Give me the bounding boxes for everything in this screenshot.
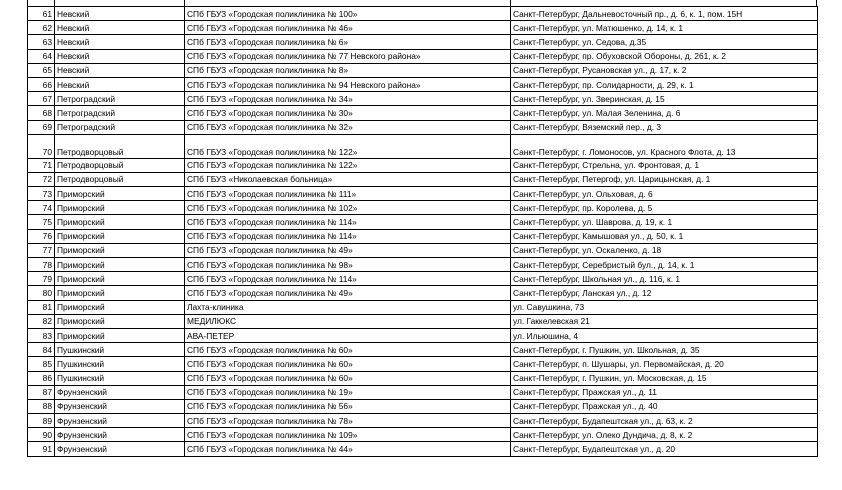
address-cell: Санкт-Петербург, ул. Шаврова, д. 19, к. 1 xyxy=(511,215,818,229)
row-number-cell: 88 xyxy=(28,399,55,413)
organization-cell: СПб ГБУЗ «Городская поликлиника № 98» xyxy=(185,258,511,272)
table-row xyxy=(28,442,818,456)
district-cell: Приморский xyxy=(55,314,185,328)
table-row xyxy=(28,120,818,134)
table-row xyxy=(28,357,818,371)
row-number-cell: 80 xyxy=(28,286,55,300)
table-row xyxy=(28,243,818,257)
district-cell: Приморский xyxy=(55,286,185,300)
table-row xyxy=(28,77,818,91)
table-row xyxy=(28,92,818,106)
organization-cell: СПб ГБУЗ «Городская поликлиника № 109» xyxy=(185,428,511,442)
address-cell: Санкт-Петербург, Серебристый бул., д. 14, к. 1 xyxy=(511,258,818,272)
address-cell: Санкт-Петербург, ул. Седова, д.35 xyxy=(511,35,818,49)
organization-cell: СПб ГБУЗ «Городская поликлиника № 114» xyxy=(185,215,511,229)
table-row xyxy=(28,314,818,328)
district-cell: Невский xyxy=(55,49,185,63)
clinic-table xyxy=(27,6,818,457)
table-row xyxy=(28,385,818,399)
address-cell: Санкт-Петербург, Пражская ул., д. 40 xyxy=(511,399,818,413)
district-cell: Невский xyxy=(55,63,185,77)
district-cell: Фрунзенский xyxy=(55,385,185,399)
table-row xyxy=(28,35,818,49)
row-number-cell: 63 xyxy=(28,35,55,49)
address-cell: Санкт-Петербург, г. Пушкин, ул. Школьная, д. 35 xyxy=(511,343,818,357)
table-row xyxy=(28,187,818,201)
table-row xyxy=(28,286,818,300)
organization-cell: СПб ГБУЗ «Городская поликлиника № 100» xyxy=(185,7,511,21)
address-cell: Санкт-Петербург, Петергоф, ул. Царицынская, д. 1 xyxy=(511,172,818,186)
district-cell: Петроградский xyxy=(55,92,185,106)
row-number-cell: 76 xyxy=(28,229,55,243)
organization-cell: СПб ГБУЗ «Городская поликлиника № 60» xyxy=(185,371,511,385)
table-row xyxy=(28,371,818,385)
district-cell: Петродворцовый xyxy=(55,158,185,172)
district-cell: Приморский xyxy=(55,187,185,201)
organization-cell: СПб ГБУЗ «Городская поликлиника № 32» xyxy=(185,120,511,134)
address-cell: Санкт-Петербург, ул. Олеко Дундича, д. 8, к. 2 xyxy=(511,428,818,442)
district-cell: Приморский xyxy=(55,201,185,215)
address-cell: Санкт-Петербург, ул. Матюшенко, д. 14, к. 1 xyxy=(511,21,818,35)
organization-cell: СПб ГБУЗ «Николаевская больница» xyxy=(185,172,511,186)
row-number-cell: 68 xyxy=(28,106,55,120)
address-cell: Санкт-Петербург, Будапештская ул., д. 63, к. 2 xyxy=(511,414,818,428)
table-row xyxy=(28,201,818,215)
row-number-cell: 84 xyxy=(28,343,55,357)
row-number-cell: 90 xyxy=(28,428,55,442)
district-cell: Приморский xyxy=(55,215,185,229)
table-row xyxy=(28,328,818,342)
address-cell: Санкт-Петербург, г. Ломоносов, ул. Красного Флота, д. 13 xyxy=(511,134,818,158)
organization-cell: СПб ГБУЗ «Городская поликлиника № 77 Невского района» xyxy=(185,49,511,63)
table-row xyxy=(28,428,818,442)
row-number-cell: 75 xyxy=(28,215,55,229)
district-cell: Невский xyxy=(55,35,185,49)
address-cell: Санкт-Петербург, Вяземский пер., д. 3 xyxy=(511,120,818,134)
organization-cell: СПб ГБУЗ «Городская поликлиника № 8» xyxy=(185,63,511,77)
table-row xyxy=(28,49,818,63)
district-cell: Фрунзенский xyxy=(55,399,185,413)
organization-cell: СПб ГБУЗ «Городская поликлиника № 49» xyxy=(185,286,511,300)
organization-cell: Лахта-клиника xyxy=(185,300,511,314)
address-cell: Санкт-Петербург, Школьная ул., д. 116, к. 1 xyxy=(511,272,818,286)
district-cell: Петроградский xyxy=(55,106,185,120)
district-cell: Фрунзенский xyxy=(55,442,185,456)
row-number-cell: 72 xyxy=(28,172,55,186)
address-cell: Санкт-Петербург, ул. Малая Зеленина, д. 6 xyxy=(511,106,818,120)
organization-cell: СПб ГБУЗ «Городская поликлиника № 56» xyxy=(185,399,511,413)
row-number-cell: 89 xyxy=(28,414,55,428)
row-number-cell: 82 xyxy=(28,314,55,328)
row-number-cell: 73 xyxy=(28,187,55,201)
table-row xyxy=(28,172,818,186)
organization-cell: СПб ГБУЗ «Городская поликлиника № 94 Невского района» xyxy=(185,77,511,91)
organization-cell: СПб ГБУЗ «Городская поликлиника № 19» xyxy=(185,385,511,399)
district-cell: Приморский xyxy=(55,300,185,314)
address-cell: Санкт-Петербург, ул. Ольховая, д. 6 xyxy=(511,187,818,201)
district-cell: Приморский xyxy=(55,272,185,286)
row-number-cell: 78 xyxy=(28,258,55,272)
organization-cell: СПб ГБУЗ «Городская поликлиника № 49» xyxy=(185,243,511,257)
row-number-cell: 66 xyxy=(28,77,55,91)
table-row xyxy=(28,229,818,243)
row-number-cell: 77 xyxy=(28,243,55,257)
address-cell: Санкт-Петербург, п. Шушары, ул. Первомайская, д. 20 xyxy=(511,357,818,371)
address-cell: Санкт-Петербург, пр. Королева, д. 5 xyxy=(511,201,818,215)
row-number-cell: 85 xyxy=(28,357,55,371)
address-cell: ул. Гаккелевская 21 xyxy=(511,314,818,328)
organization-cell: СПб ГБУЗ «Городская поликлиника № 122» xyxy=(185,134,511,158)
district-cell: Фрунзенский xyxy=(55,414,185,428)
address-cell: ул. Ильюшина, 4 xyxy=(511,328,818,342)
table-row xyxy=(28,21,818,35)
district-cell: Невский xyxy=(55,7,185,21)
address-cell: ул. Савушкина, 73 xyxy=(511,300,818,314)
district-cell: Приморский xyxy=(55,243,185,257)
row-number-cell: 69 xyxy=(28,120,55,134)
row-number-cell: 64 xyxy=(28,49,55,63)
address-cell: Санкт-Петербург, Ланская ул., д. 12 xyxy=(511,286,818,300)
district-cell: Приморский xyxy=(55,229,185,243)
row-number-cell: 61 xyxy=(28,7,55,21)
organization-cell: СПб ГБУЗ «Городская поликлиника № 111» xyxy=(185,187,511,201)
clinic-table-body xyxy=(28,7,818,457)
organization-cell: СПб ГБУЗ «Городская поликлиника № 46» xyxy=(185,21,511,35)
row-number-cell: 83 xyxy=(28,328,55,342)
table-row xyxy=(28,7,818,21)
clinic-table-sheet xyxy=(27,6,817,457)
organization-cell: СПб ГБУЗ «Городская поликлиника № 30» xyxy=(185,106,511,120)
district-cell: Фрунзенский xyxy=(55,428,185,442)
district-cell: Пушкинский xyxy=(55,357,185,371)
row-number-cell: 67 xyxy=(28,92,55,106)
organization-cell: СПб ГБУЗ «Городская поликлиника № 114» xyxy=(185,229,511,243)
organization-cell: СПб ГБУЗ «Городская поликлиника № 60» xyxy=(185,357,511,371)
district-cell: Невский xyxy=(55,77,185,91)
table-row xyxy=(28,414,818,428)
address-cell: Санкт-Петербург, Будапештская ул., д. 20 xyxy=(511,442,818,456)
district-cell: Петродворцовый xyxy=(55,134,185,158)
district-cell: Приморский xyxy=(55,258,185,272)
table-row xyxy=(28,272,818,286)
row-number-cell: 62 xyxy=(28,21,55,35)
district-cell: Петроградский xyxy=(55,120,185,134)
district-cell: Невский xyxy=(55,21,185,35)
organization-cell: СПб ГБУЗ «Городская поликлиника № 78» xyxy=(185,414,511,428)
address-cell: Санкт-Петербург, г. Пушкин, ул. Московская, д. 15 xyxy=(511,371,818,385)
row-number-cell: 79 xyxy=(28,272,55,286)
table-row xyxy=(28,343,818,357)
district-cell: Пушкинский xyxy=(55,343,185,357)
table-row xyxy=(28,63,818,77)
table-row xyxy=(28,258,818,272)
row-number-cell: 71 xyxy=(28,158,55,172)
row-number-cell: 87 xyxy=(28,385,55,399)
organization-cell: АВА-ПЕТЕР xyxy=(185,328,511,342)
table-row xyxy=(28,399,818,413)
organization-cell: СПб ГБУЗ «Городская поликлиника № 122» xyxy=(185,158,511,172)
district-cell: Приморский xyxy=(55,328,185,342)
organization-cell: СПб ГБУЗ «Городская поликлиника № 44» xyxy=(185,442,511,456)
table-row xyxy=(28,106,818,120)
row-number-cell: 74 xyxy=(28,201,55,215)
organization-cell: СПб ГБУЗ «Городская поликлиника № 102» xyxy=(185,201,511,215)
table-row xyxy=(28,158,818,172)
address-cell: Санкт-Петербург, ул. Оскаленко, д. 18 xyxy=(511,243,818,257)
district-cell: Петродворцовый xyxy=(55,172,185,186)
organization-cell: СПб ГБУЗ «Городская поликлиника № 114» xyxy=(185,272,511,286)
row-number-cell: 70 xyxy=(28,134,55,158)
table-row xyxy=(28,215,818,229)
row-number-cell: 86 xyxy=(28,371,55,385)
address-cell: Санкт-Петербург, Стрельна, ул. Фронтовая, д. 1 xyxy=(511,158,818,172)
organization-cell: МЕДИЛЮКС xyxy=(185,314,511,328)
address-cell: Санкт-Петербург, ул. Зверинская, д. 15 xyxy=(511,92,818,106)
address-cell: Санкт-Петербург, Дальневосточный пр., д. 6, к. 1, пом. 15Н xyxy=(511,7,818,21)
address-cell: Санкт-Петербург, Пражская ул., д. 11 xyxy=(511,385,818,399)
address-cell: Санкт-Петербург, пр. Солидарности, д. 29, к. 1 xyxy=(511,77,818,91)
address-cell: Санкт-Петербург, Русановская ул., д. 17, к. 2 xyxy=(511,63,818,77)
organization-cell: СПб ГБУЗ «Городская поликлиника № 6» xyxy=(185,35,511,49)
row-number-cell: 81 xyxy=(28,300,55,314)
organization-cell: СПб ГБУЗ «Городская поликлиника № 34» xyxy=(185,92,511,106)
table-row xyxy=(28,300,818,314)
table-row xyxy=(28,134,818,158)
organization-cell: СПб ГБУЗ «Городская поликлиника № 60» xyxy=(185,343,511,357)
address-cell: Санкт-Петербург, пр. Обуховской Обороны, д. 261, к. 2 xyxy=(511,49,818,63)
row-number-cell: 65 xyxy=(28,63,55,77)
address-cell: Санкт-Петербург, Камышовая ул., д. 50, к. 1 xyxy=(511,229,818,243)
row-number-cell: 91 xyxy=(28,442,55,456)
district-cell: Пушкинский xyxy=(55,371,185,385)
